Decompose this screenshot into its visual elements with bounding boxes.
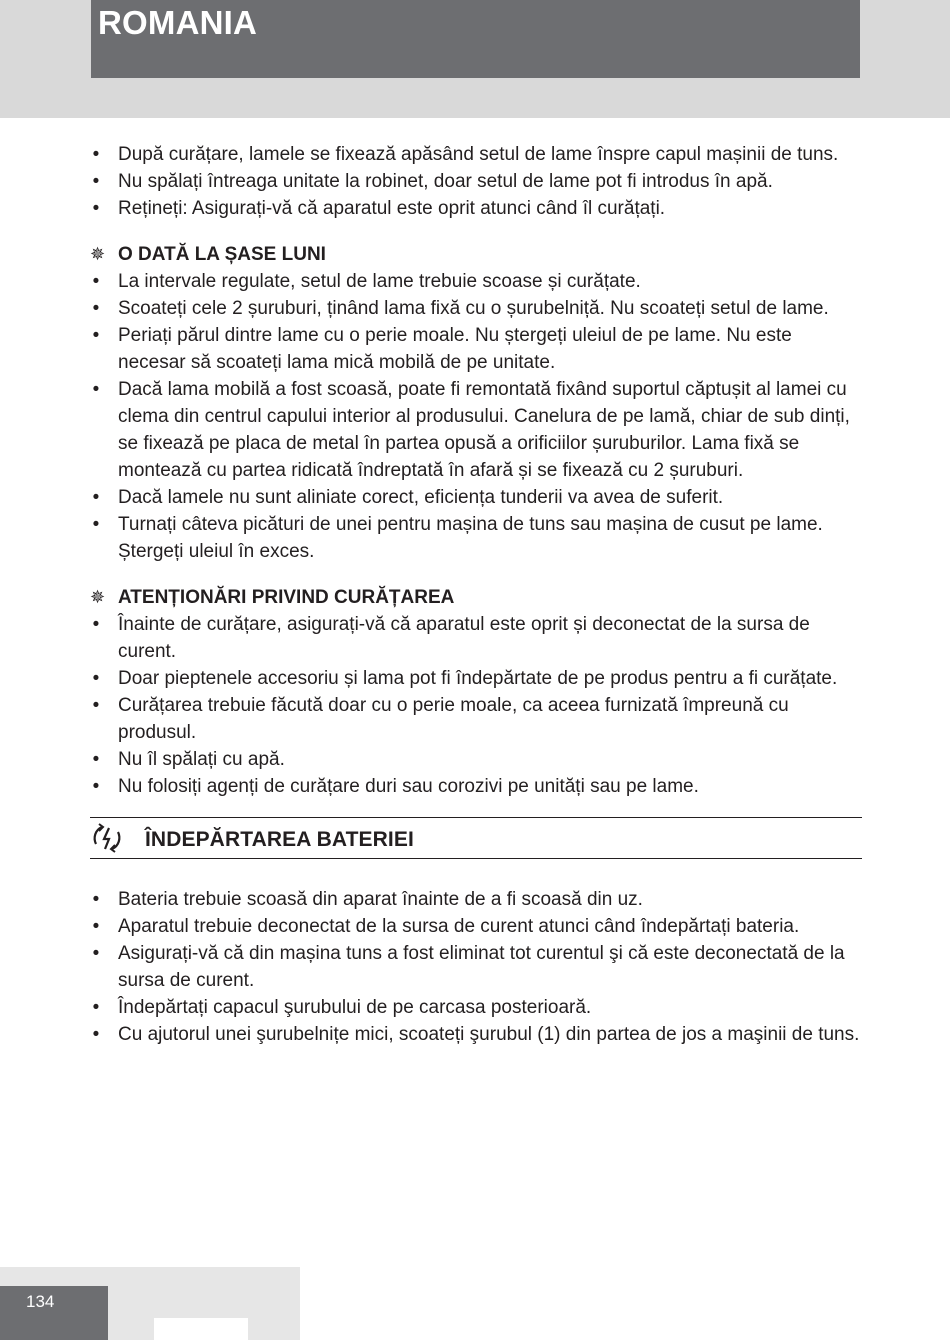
bullet: • [92, 1024, 100, 1045]
list-item: • Nu spălați întreaga unitate la robinet, doar setul de lame pot fi introdus în apă. [90, 168, 862, 195]
bullet: • [92, 997, 100, 1018]
bullet: • [92, 298, 100, 319]
list-item: • Aparatul trebuie deconectat de la sursa de curent atunci când îndepărtați bateria. [90, 913, 862, 940]
bullet: • [92, 325, 100, 346]
subheading-six-months: ✵ O DATĂ LA ȘASE LUNI [90, 241, 862, 268]
bullet: • [92, 749, 100, 770]
list-item: • Dacă lama mobilă a fost scoasă, poate fi remontată fixând suportul căptușit al lamei cu clema din centrul capului interior al produsului. Canelura de pe lamă, chiar de sub dinți, se fixează pe placa de metal în partea opusă a orificiilor șuruburilor. Lama fixă se montează cu partea ridicată îndreptată în afară și se fixează cu 2 șuruburi. [90, 376, 862, 484]
warnings-list [90, 611, 862, 800]
title-bar [91, 0, 860, 78]
bullet: • [92, 144, 100, 165]
bullet: • [92, 487, 100, 508]
bullet: • [92, 776, 100, 797]
bullet: • [92, 943, 100, 964]
bullet: • [92, 614, 100, 635]
list-item: • Bateria trebuie scoasă din aparat înainte de a fi scoasă din uz. [90, 886, 862, 913]
bullet: • [92, 916, 100, 937]
list-item: • Îndepărtați capacul şurubului de pe carcasa posterioară. [90, 994, 862, 1021]
page-number-box [0, 1286, 108, 1340]
list-item: • Nu folosiți agenți de curățare duri sau corozivi pe unități sau pe lame. [90, 773, 862, 800]
list-item: • Rețineți: Asigurați-vă că aparatul este oprit atunci când îl curățați. [90, 195, 862, 222]
list-item: • Scoateți cele 2 șuruburi, ținând lama fixă cu o șurubelniță. Nu scoateți setul de lame. [90, 295, 862, 322]
section-title: ÎNDEPĂRTAREA BATERIEI [145, 828, 414, 851]
bullet: • [92, 198, 100, 219]
list-item: • După curățare, lamele se fixează apăsând setul de lame înspre capul mașinii de tuns. [90, 141, 862, 168]
bullet: • [92, 695, 100, 716]
list-item: • La intervale regulate, setul de lame trebuie scoase și curățate. [90, 268, 862, 295]
list-item: • Turnați câteva picături de unei pentru mașina de tuns sau mașina de cusut pe lame. Ștergeți uleiul în exces. [90, 511, 862, 565]
list-item: • Înainte de curățare, asigurați-vă că aparatul este oprit și deconectat de la sursa de curent. [90, 611, 862, 665]
bullet: • [92, 889, 100, 910]
bullet: • [92, 171, 100, 192]
list-item: • Cu ajutorul unei şurubelnițe mici, scoateți şurubul (1) din partea de jos a maşinii de tuns. [90, 1021, 862, 1048]
battery-list [90, 886, 862, 1048]
subheading-cleaning-warnings: ✵ ATENȚIONĂRI PRIVIND CURĂȚAREA [90, 584, 862, 611]
list-item: • Doar pieptenele accesoriu și lama pot fi îndepărtate de pe produs pentru a fi curățate. [90, 665, 862, 692]
list-item: • Curățarea trebuie făcută doar cu o perie moale, ca aceea furnizată împreună cu produsul. [90, 692, 862, 746]
list-item: • Asigurați-vă că din mașina tuns a fost eliminat tot curentul şi că este deconectată de la sursa de curent. [90, 940, 862, 994]
bullet: • [92, 379, 100, 400]
star-icon: ✵ [90, 244, 106, 264]
star-icon: ✵ [90, 587, 106, 607]
footer-tab [154, 1318, 248, 1340]
page-number: 134 [26, 1292, 55, 1311]
page-title: ROMANIA [98, 4, 258, 41]
page-content [90, 141, 862, 1048]
bullet: • [92, 668, 100, 689]
battery-recycle-icon [92, 822, 122, 854]
list-item: • Periați părul dintre lame cu o perie moale. Nu ștergeți uleiul de pe lame. Nu este necesar să scoateți lama mică mobilă de pe unitate. [90, 322, 862, 376]
battery-section-header [90, 817, 862, 859]
bullet: • [92, 514, 100, 535]
intro-list [90, 141, 862, 222]
six-months-list [90, 268, 862, 565]
list-item: • Nu îl spălați cu apă. [90, 746, 862, 773]
bullet: • [92, 271, 100, 292]
list-item: • Dacă lamele nu sunt aliniate corect, eficiența tunderii va avea de suferit. [90, 484, 862, 511]
